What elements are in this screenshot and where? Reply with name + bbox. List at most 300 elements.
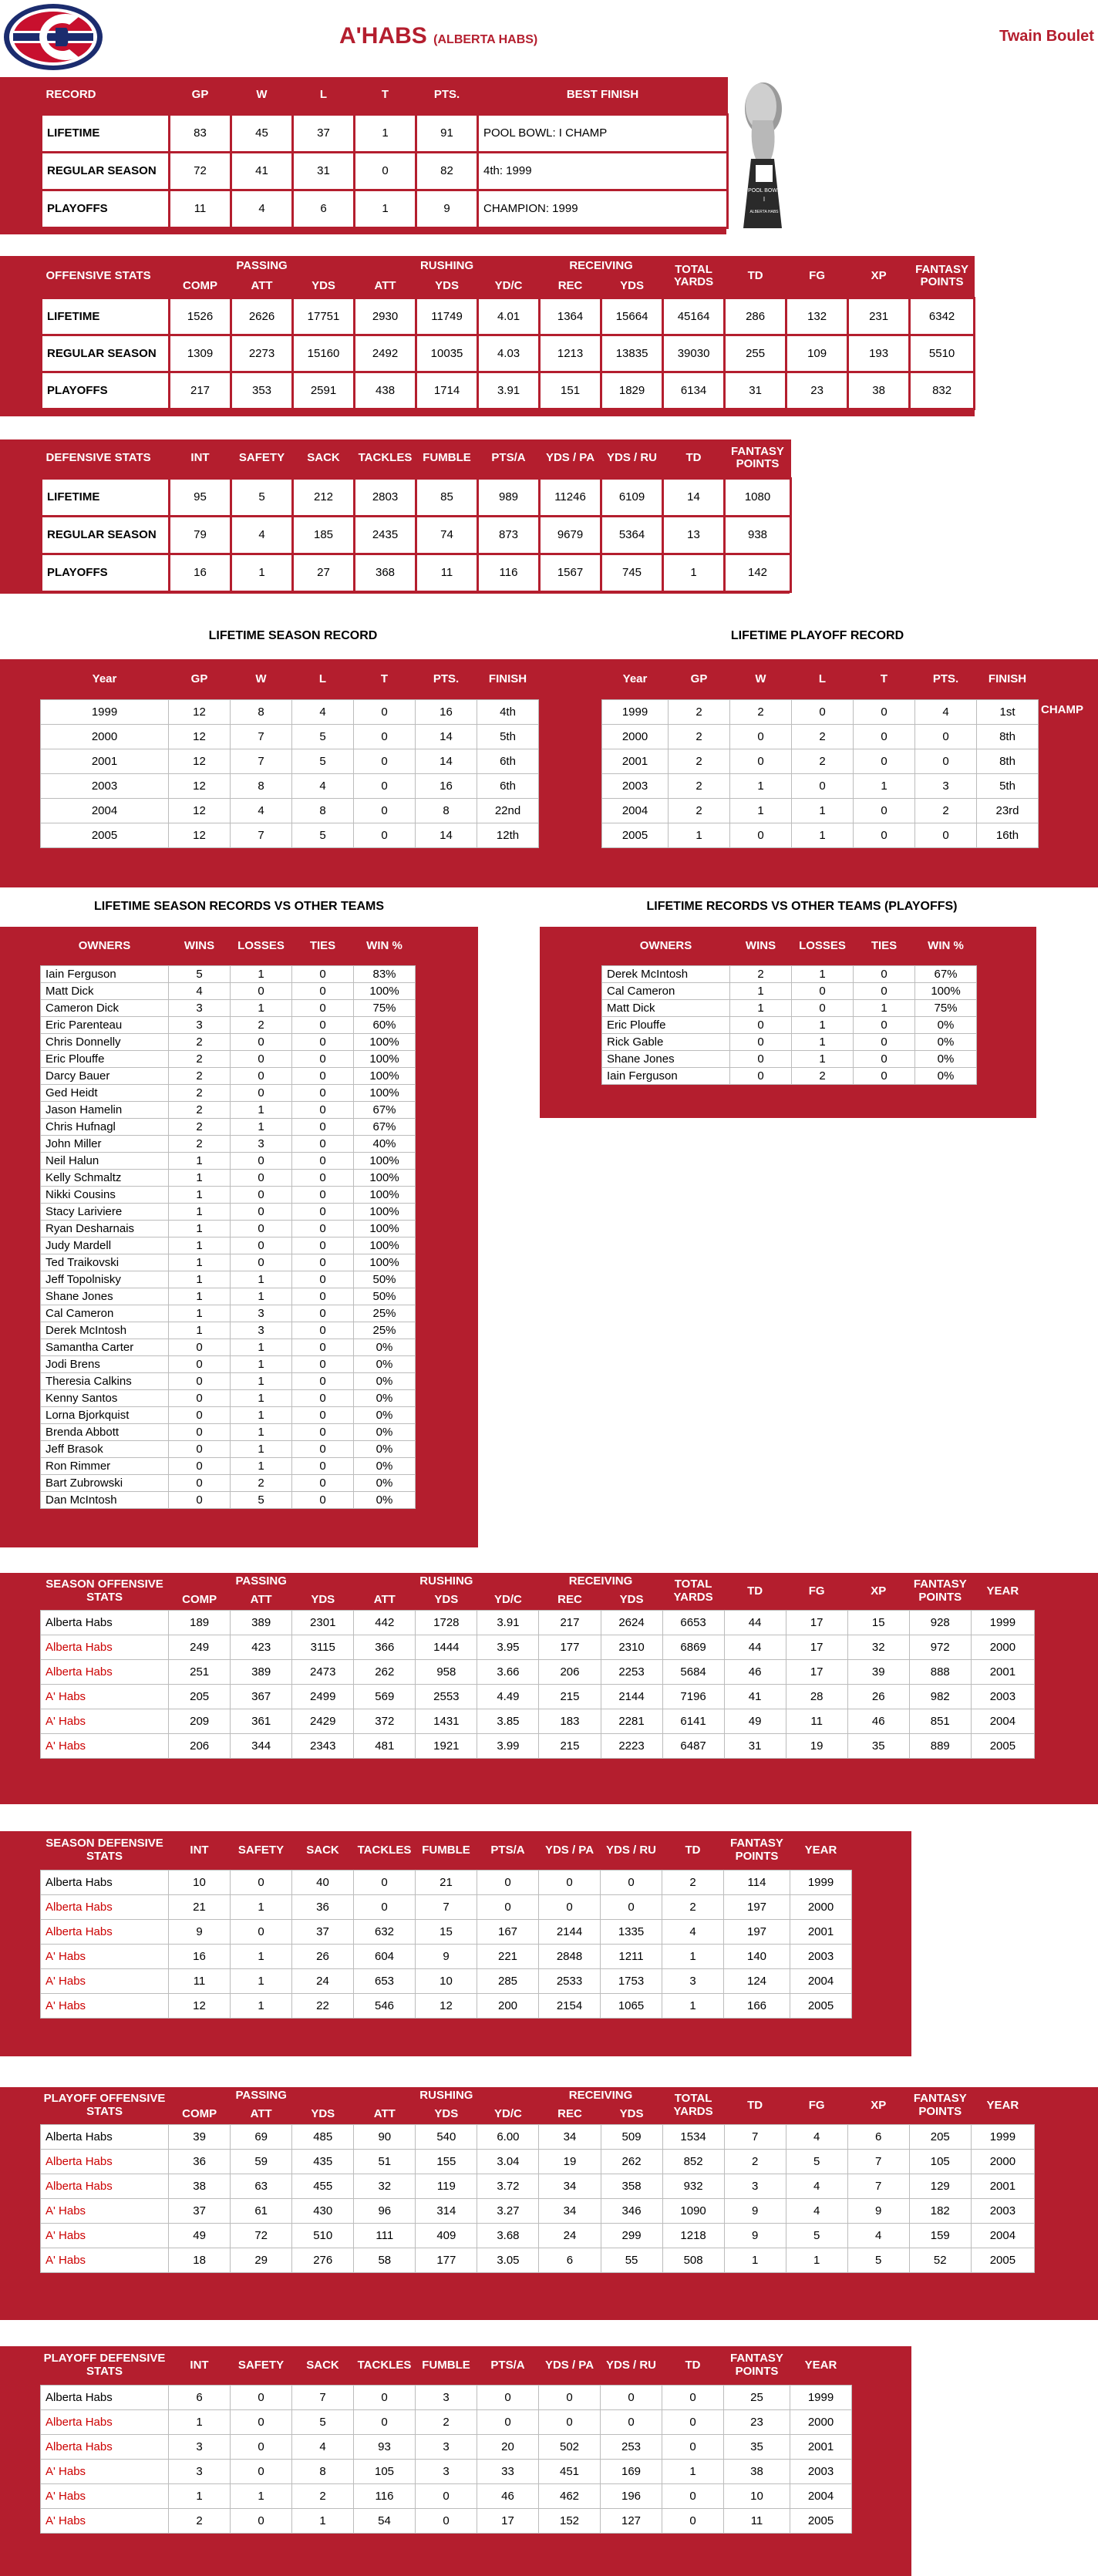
table-cell: 217: [170, 372, 231, 409]
table-cell: 0: [662, 2409, 724, 2434]
table-row: [41, 1169, 416, 1186]
table-cell: 9: [724, 2223, 786, 2248]
table-cell: 1: [231, 1993, 292, 2018]
table-cell: 5: [231, 1491, 292, 1508]
table-cell: 0%: [915, 1033, 977, 1050]
column-header: PLAYOFF DEFENSIVE STATS: [41, 2346, 169, 2385]
table-cell: Alberta Habs: [41, 2149, 169, 2174]
table-row: [41, 1033, 416, 1050]
table-cell: 251: [169, 1659, 231, 1684]
column-header: YDS / RU: [601, 2346, 662, 2385]
table-cell: A' Habs: [41, 1993, 169, 2018]
table-cell: 4: [847, 2223, 909, 2248]
table-cell: 0: [231, 1050, 292, 1067]
table-row: [602, 724, 1039, 749]
table-cell: A' Habs: [41, 2459, 169, 2483]
table-cell: 888: [909, 1659, 971, 1684]
table-cell: 37: [293, 114, 355, 152]
table-cell: 100%: [354, 1237, 416, 1254]
table-cell: 0: [915, 724, 977, 749]
table-cell: Alberta Habs: [41, 1659, 169, 1684]
table-cell: 5: [847, 2248, 909, 2272]
table-cell: 23: [724, 2409, 790, 2434]
table-cell: 46: [847, 1709, 909, 1733]
table-cell: 0: [292, 1254, 354, 1271]
table-row: [41, 999, 416, 1016]
table-cell: 0%: [354, 1474, 416, 1491]
column-header: T: [355, 77, 416, 114]
table-cell: Ted Traikovski: [41, 1254, 169, 1271]
table-cell: 11246: [540, 478, 601, 516]
table-cell: 25%: [354, 1305, 416, 1322]
table-cell: 2000: [41, 724, 169, 749]
table-cell: 0: [231, 1084, 292, 1101]
stats-label: SEASON OFFENSIVE STATS: [41, 1573, 169, 1610]
table-cell: 2: [792, 1067, 854, 1084]
table-cell: 540: [416, 2124, 477, 2149]
table-cell: 193: [848, 335, 910, 372]
table-cell: 0: [792, 999, 854, 1016]
table-row: [41, 1322, 416, 1339]
table-cell: 2492: [355, 335, 416, 372]
playoff-record-table: [601, 659, 1039, 848]
column-header: YDS / PA: [539, 2346, 601, 2385]
table-cell: 39030: [663, 335, 725, 372]
table-cell: 3.91: [477, 1610, 539, 1635]
table-cell: Alberta Habs: [41, 1870, 169, 1894]
table-cell: 1: [730, 773, 792, 798]
table-cell: 1: [854, 773, 915, 798]
table-cell: 3: [169, 1016, 231, 1033]
table-cell: A' Habs: [41, 1709, 169, 1733]
table-cell: Alberta Habs: [41, 2409, 169, 2434]
table-row: [41, 1118, 416, 1135]
column-header: FANTASY POINTS: [909, 2087, 971, 2124]
table-cell: 958: [416, 1659, 477, 1684]
column-header: TIES: [292, 927, 354, 965]
table-cell: 3: [169, 999, 231, 1016]
table-cell: 1: [231, 1457, 292, 1474]
table-cell: 1: [669, 823, 730, 847]
table-cell: 1090: [662, 2198, 724, 2223]
table-cell: 249: [169, 1635, 231, 1659]
table-row: [41, 1993, 852, 2018]
table-cell: 2: [169, 1067, 231, 1084]
table-cell: 508: [662, 2248, 724, 2272]
column-header: YDS: [293, 276, 355, 298]
table-row: [41, 1355, 416, 1372]
table-cell: 0: [854, 1050, 915, 1067]
table-cell: 167: [477, 1919, 539, 1944]
table-cell: 85: [416, 478, 478, 516]
table-row: [41, 699, 539, 724]
season-defense-table: [40, 1831, 852, 2019]
table-cell: Samantha Carter: [41, 1339, 169, 1355]
table-cell: 5: [169, 965, 231, 982]
table-cell: 1: [169, 2483, 231, 2508]
table-cell: John Miller: [41, 1135, 169, 1152]
team-subtitle: (ALBERTA HABS): [433, 33, 538, 46]
table-cell: 100%: [915, 982, 977, 999]
table-row: [41, 2124, 1035, 2149]
table-cell: 2: [169, 2508, 231, 2533]
column-header: PTS/A: [477, 2346, 539, 2385]
table-cell: 90: [354, 2124, 416, 2149]
table-cell: 276: [292, 2248, 354, 2272]
table-cell: 4: [231, 798, 292, 823]
table-cell: 3: [231, 1135, 292, 1152]
table-row: [41, 1684, 1035, 1709]
column-header: TD: [724, 1573, 786, 1610]
table-cell: 206: [169, 1733, 231, 1758]
table-cell: 50%: [354, 1271, 416, 1288]
column-header: YEAR: [790, 1831, 852, 1870]
table-row: [41, 982, 416, 999]
column-header: GP: [169, 659, 231, 699]
column-header: INT: [169, 1831, 231, 1870]
trophy-line-1: POOL BOWL: [748, 188, 780, 194]
table-cell: A' Habs: [41, 1733, 169, 1758]
table-cell: 40%: [354, 1135, 416, 1152]
table-cell: A' Habs: [41, 2508, 169, 2533]
table-cell: 100%: [354, 1033, 416, 1050]
table-cell: 6th: [477, 749, 539, 773]
table-cell: 6: [293, 190, 355, 227]
table-cell: 205: [169, 1684, 231, 1709]
table-cell: 510: [292, 2223, 354, 2248]
group-header-row: [42, 256, 975, 276]
table-row: [41, 1659, 1035, 1684]
table-cell: 455: [292, 2174, 354, 2198]
table-cell: 1753: [601, 1968, 662, 1993]
table-cell: 1: [169, 1322, 231, 1339]
table-cell: CHAMPION: 1999: [478, 190, 728, 227]
table-cell: Kelly Schmaltz: [41, 1169, 169, 1186]
table-cell: 3.85: [477, 1709, 539, 1733]
table-cell: Ryan Desharnais: [41, 1220, 169, 1237]
table-cell: 438: [355, 372, 416, 409]
table-cell: 12: [169, 1993, 231, 2018]
playoff-defense-table: [40, 2346, 852, 2534]
table-cell: 132: [786, 298, 848, 335]
table-row: [41, 2459, 852, 2483]
table-cell: 0: [539, 1870, 601, 1894]
table-cell: 100%: [354, 1220, 416, 1237]
table-cell: 5: [292, 724, 354, 749]
table-cell: 24: [292, 1968, 354, 1993]
table-cell: 928: [909, 1610, 971, 1635]
column-header: FANTASY POINTS: [724, 1831, 790, 1870]
table-cell: 0: [477, 2409, 539, 2434]
table-cell: 11: [416, 554, 478, 591]
table-cell: 1999: [971, 1610, 1034, 1635]
table-cell: 2533: [539, 1968, 601, 1993]
table-cell: 129: [909, 2174, 971, 2198]
table-cell: 0: [854, 965, 915, 982]
table-cell: 105: [909, 2149, 971, 2174]
table-cell: 34: [539, 2124, 601, 2149]
table-cell: 0: [915, 749, 977, 773]
table-cell: 12: [169, 773, 231, 798]
table-cell: 0: [169, 1440, 231, 1457]
column-header: TOTAL YARDS: [662, 2087, 724, 2124]
table-cell: 212: [293, 478, 355, 516]
table-cell: 15: [416, 1919, 477, 1944]
table-row: [41, 1186, 416, 1203]
table-cell: 74: [416, 516, 478, 554]
table-cell: 1335: [601, 1919, 662, 1944]
table-cell: 10035: [416, 335, 478, 372]
table-cell: 34: [539, 2198, 601, 2223]
table-row: [41, 2149, 1035, 2174]
table-cell: 0: [231, 2409, 292, 2434]
table-cell: 0: [539, 1894, 601, 1919]
table-cell: 93: [354, 2434, 416, 2459]
table-cell: 0: [231, 2508, 292, 2533]
table-cell: 2000: [602, 724, 669, 749]
table-cell: 0: [292, 1372, 354, 1389]
table-cell: 2: [915, 798, 977, 823]
table-cell: 119: [416, 2174, 477, 2198]
table-cell: 0: [169, 1474, 231, 1491]
table-cell: 1567: [540, 554, 601, 591]
table-cell: 75%: [915, 999, 977, 1016]
column-header: COMP: [169, 2104, 231, 2124]
column-header: TD: [725, 256, 786, 298]
table-cell: 83: [170, 114, 231, 152]
table-cell: 0: [539, 2385, 601, 2409]
table-cell: 2: [792, 724, 854, 749]
table-cell: 46: [477, 2483, 539, 2508]
table-row: [41, 1491, 416, 1508]
table-cell: Chris Hufnagl: [41, 1118, 169, 1135]
table-cell: Alberta Habs: [41, 2385, 169, 2409]
table-cell: 1: [231, 1406, 292, 1423]
column-header: L: [292, 659, 354, 699]
column-header: W: [730, 659, 792, 699]
table-cell: 0: [354, 1894, 416, 1919]
header-row: [41, 927, 416, 965]
table-cell: 0%: [915, 1067, 977, 1084]
header-row: [41, 659, 539, 699]
table-cell: 16: [416, 699, 477, 724]
table-cell: 206: [539, 1659, 601, 1684]
table-cell: 4: [292, 773, 354, 798]
column-header: INT: [169, 2346, 231, 2385]
table-cell: 2001: [790, 2434, 852, 2459]
table-cell: Darcy Bauer: [41, 1067, 169, 1084]
table-cell: 1: [663, 554, 725, 591]
table-cell: 0: [231, 1186, 292, 1203]
table-cell: 0: [539, 2409, 601, 2434]
table-row: [602, 823, 1039, 847]
record-table: [40, 77, 729, 229]
table-cell: 100%: [354, 1186, 416, 1203]
table-cell: 0: [292, 1067, 354, 1084]
table-cell: 1: [169, 1186, 231, 1203]
table-cell: 1444: [416, 1635, 477, 1659]
table-cell: 61: [231, 2198, 292, 2223]
vs-playoff-title: LIFETIME RECORDS VS OTHER TEAMS (PLAYOFFS): [646, 900, 958, 913]
table-cell: 25%: [354, 1322, 416, 1339]
table-cell: 3.68: [477, 2223, 539, 2248]
table-cell: 14: [416, 749, 477, 773]
table-cell: 11: [786, 1709, 847, 1733]
column-header: ATT: [231, 276, 293, 298]
table-cell: 100%: [354, 1169, 416, 1186]
table-cell: 2: [169, 1101, 231, 1118]
table-cell: 0: [730, 1033, 792, 1050]
table-cell: Alberta Habs: [41, 1919, 169, 1944]
table-cell: 166: [724, 1993, 790, 2018]
table-cell: 1: [792, 798, 854, 823]
column-header: OWNERS: [602, 927, 730, 965]
table-cell: 1: [169, 1237, 231, 1254]
table-cell: Shane Jones: [41, 1288, 169, 1305]
group-header-row: [41, 1573, 1035, 1590]
table-cell: 1080: [725, 478, 791, 516]
table-cell: 0: [292, 965, 354, 982]
table-cell: 0: [416, 2508, 477, 2533]
table-cell: 75%: [354, 999, 416, 1016]
column-header: REC: [539, 2104, 601, 2124]
table-cell: 2310: [601, 1635, 662, 1659]
table-cell: 96: [354, 2198, 416, 2223]
table-cell: 4: [292, 699, 354, 724]
table-cell: 31: [724, 1733, 786, 1758]
table-cell: 1: [169, 1152, 231, 1169]
group-header: PASSING: [169, 1573, 354, 1590]
table-cell: 14: [416, 823, 477, 847]
table-cell: 3: [416, 2385, 477, 2409]
table-row: [41, 1084, 416, 1101]
table-row: [41, 2508, 852, 2533]
table-cell: 435: [292, 2149, 354, 2174]
column-header: DEFENSIVE STATS: [42, 439, 170, 478]
table-cell: 0: [292, 1237, 354, 1254]
table-cell: 4.01: [478, 298, 540, 335]
table-cell: 0: [792, 773, 854, 798]
table-row: [41, 1709, 1035, 1733]
table-cell: 4: [292, 2434, 354, 2459]
table-cell: 55: [601, 2248, 662, 2272]
table-cell: 0: [292, 1203, 354, 1220]
table-cell: 0: [169, 1372, 231, 1389]
table-cell: 79: [170, 516, 231, 554]
table-cell: 8: [231, 773, 292, 798]
column-header: PTS/A: [477, 1831, 539, 1870]
table-cell: 31: [293, 152, 355, 190]
table-cell: 0%: [915, 1050, 977, 1067]
table-row: [42, 554, 791, 591]
table-cell: 1: [231, 1339, 292, 1355]
table-cell: 0: [854, 798, 915, 823]
header-row: [602, 659, 1039, 699]
table-cell: 1: [730, 798, 792, 823]
table-cell: 1: [724, 2248, 786, 2272]
table-cell: 0: [169, 1339, 231, 1355]
table-row: [41, 1610, 1035, 1635]
column-header: YEAR: [790, 2346, 852, 2385]
table-cell: 1: [792, 1050, 854, 1067]
stats-table: [40, 1573, 1035, 1759]
table-row: [41, 2409, 852, 2434]
table-cell: 7: [847, 2149, 909, 2174]
table-cell: 509: [601, 2124, 662, 2149]
table-cell: 7: [724, 2124, 786, 2149]
table-cell: 1: [231, 1355, 292, 1372]
table-cell: 5: [292, 749, 354, 773]
table-cell: 632: [354, 1919, 416, 1944]
table-cell: 3: [231, 1322, 292, 1339]
table-cell: 0: [354, 724, 416, 749]
column-header: FINISH: [477, 659, 539, 699]
table-row: [42, 335, 975, 372]
column-header: YDS: [292, 1590, 354, 1610]
table-cell: 12: [416, 1993, 477, 2018]
table-cell: 389: [231, 1659, 292, 1684]
table-cell: 1999: [602, 699, 669, 724]
table-cell: 2: [669, 798, 730, 823]
column-header: YDS: [601, 1590, 662, 1610]
table-cell: 50%: [354, 1288, 416, 1305]
table-cell: 100%: [354, 1050, 416, 1067]
column-header: YDS: [292, 2104, 354, 2124]
table-cell: 2003: [790, 1944, 852, 1968]
table-cell: 39: [847, 1659, 909, 1684]
table-cell: 0: [730, 749, 792, 773]
table-cell: 2429: [292, 1709, 354, 1733]
table-cell: 938: [725, 516, 791, 554]
table-cell: Iain Ferguson: [602, 1067, 730, 1084]
table-row: [41, 1237, 416, 1254]
table-cell: 17: [786, 1610, 847, 1635]
table-cell: 11: [170, 190, 231, 227]
column-header: YEAR: [971, 2087, 1034, 2124]
table-cell: 1: [730, 982, 792, 999]
table-cell: 35: [724, 2434, 790, 2459]
table-cell: 91: [416, 114, 478, 152]
table-cell: 2273: [231, 335, 293, 372]
table-cell: Ged Heidt: [41, 1084, 169, 1101]
table-cell: 262: [354, 1659, 416, 1684]
table-cell: 255: [725, 335, 786, 372]
column-header: FG: [786, 2087, 847, 2124]
table-row: [41, 2174, 1035, 2198]
table-cell: 0: [169, 1491, 231, 1508]
table-cell: REGULAR SEASON: [42, 152, 170, 190]
table-cell: 0: [292, 1084, 354, 1101]
table-cell: 0: [231, 2385, 292, 2409]
table-cell: 197: [724, 1894, 790, 1919]
table-cell: 0: [662, 2385, 724, 2409]
table-cell: 16: [170, 554, 231, 591]
table-cell: 114: [724, 1870, 790, 1894]
table-cell: 1: [792, 965, 854, 982]
table-cell: 253: [601, 2434, 662, 2459]
table-cell: Alberta Habs: [41, 2124, 169, 2149]
table-cell: 109: [786, 335, 848, 372]
table-row: [41, 1203, 416, 1220]
column-header: FANTASY POINTS: [909, 1573, 971, 1610]
table-cell: 2001: [790, 1919, 852, 1944]
table-cell: 24: [539, 2223, 601, 2248]
table-cell: 653: [354, 1968, 416, 1993]
table-cell: 58: [354, 2248, 416, 2272]
table-cell: 13: [663, 516, 725, 554]
table-cell: 36: [292, 1894, 354, 1919]
table-cell: 0: [601, 2409, 662, 2434]
